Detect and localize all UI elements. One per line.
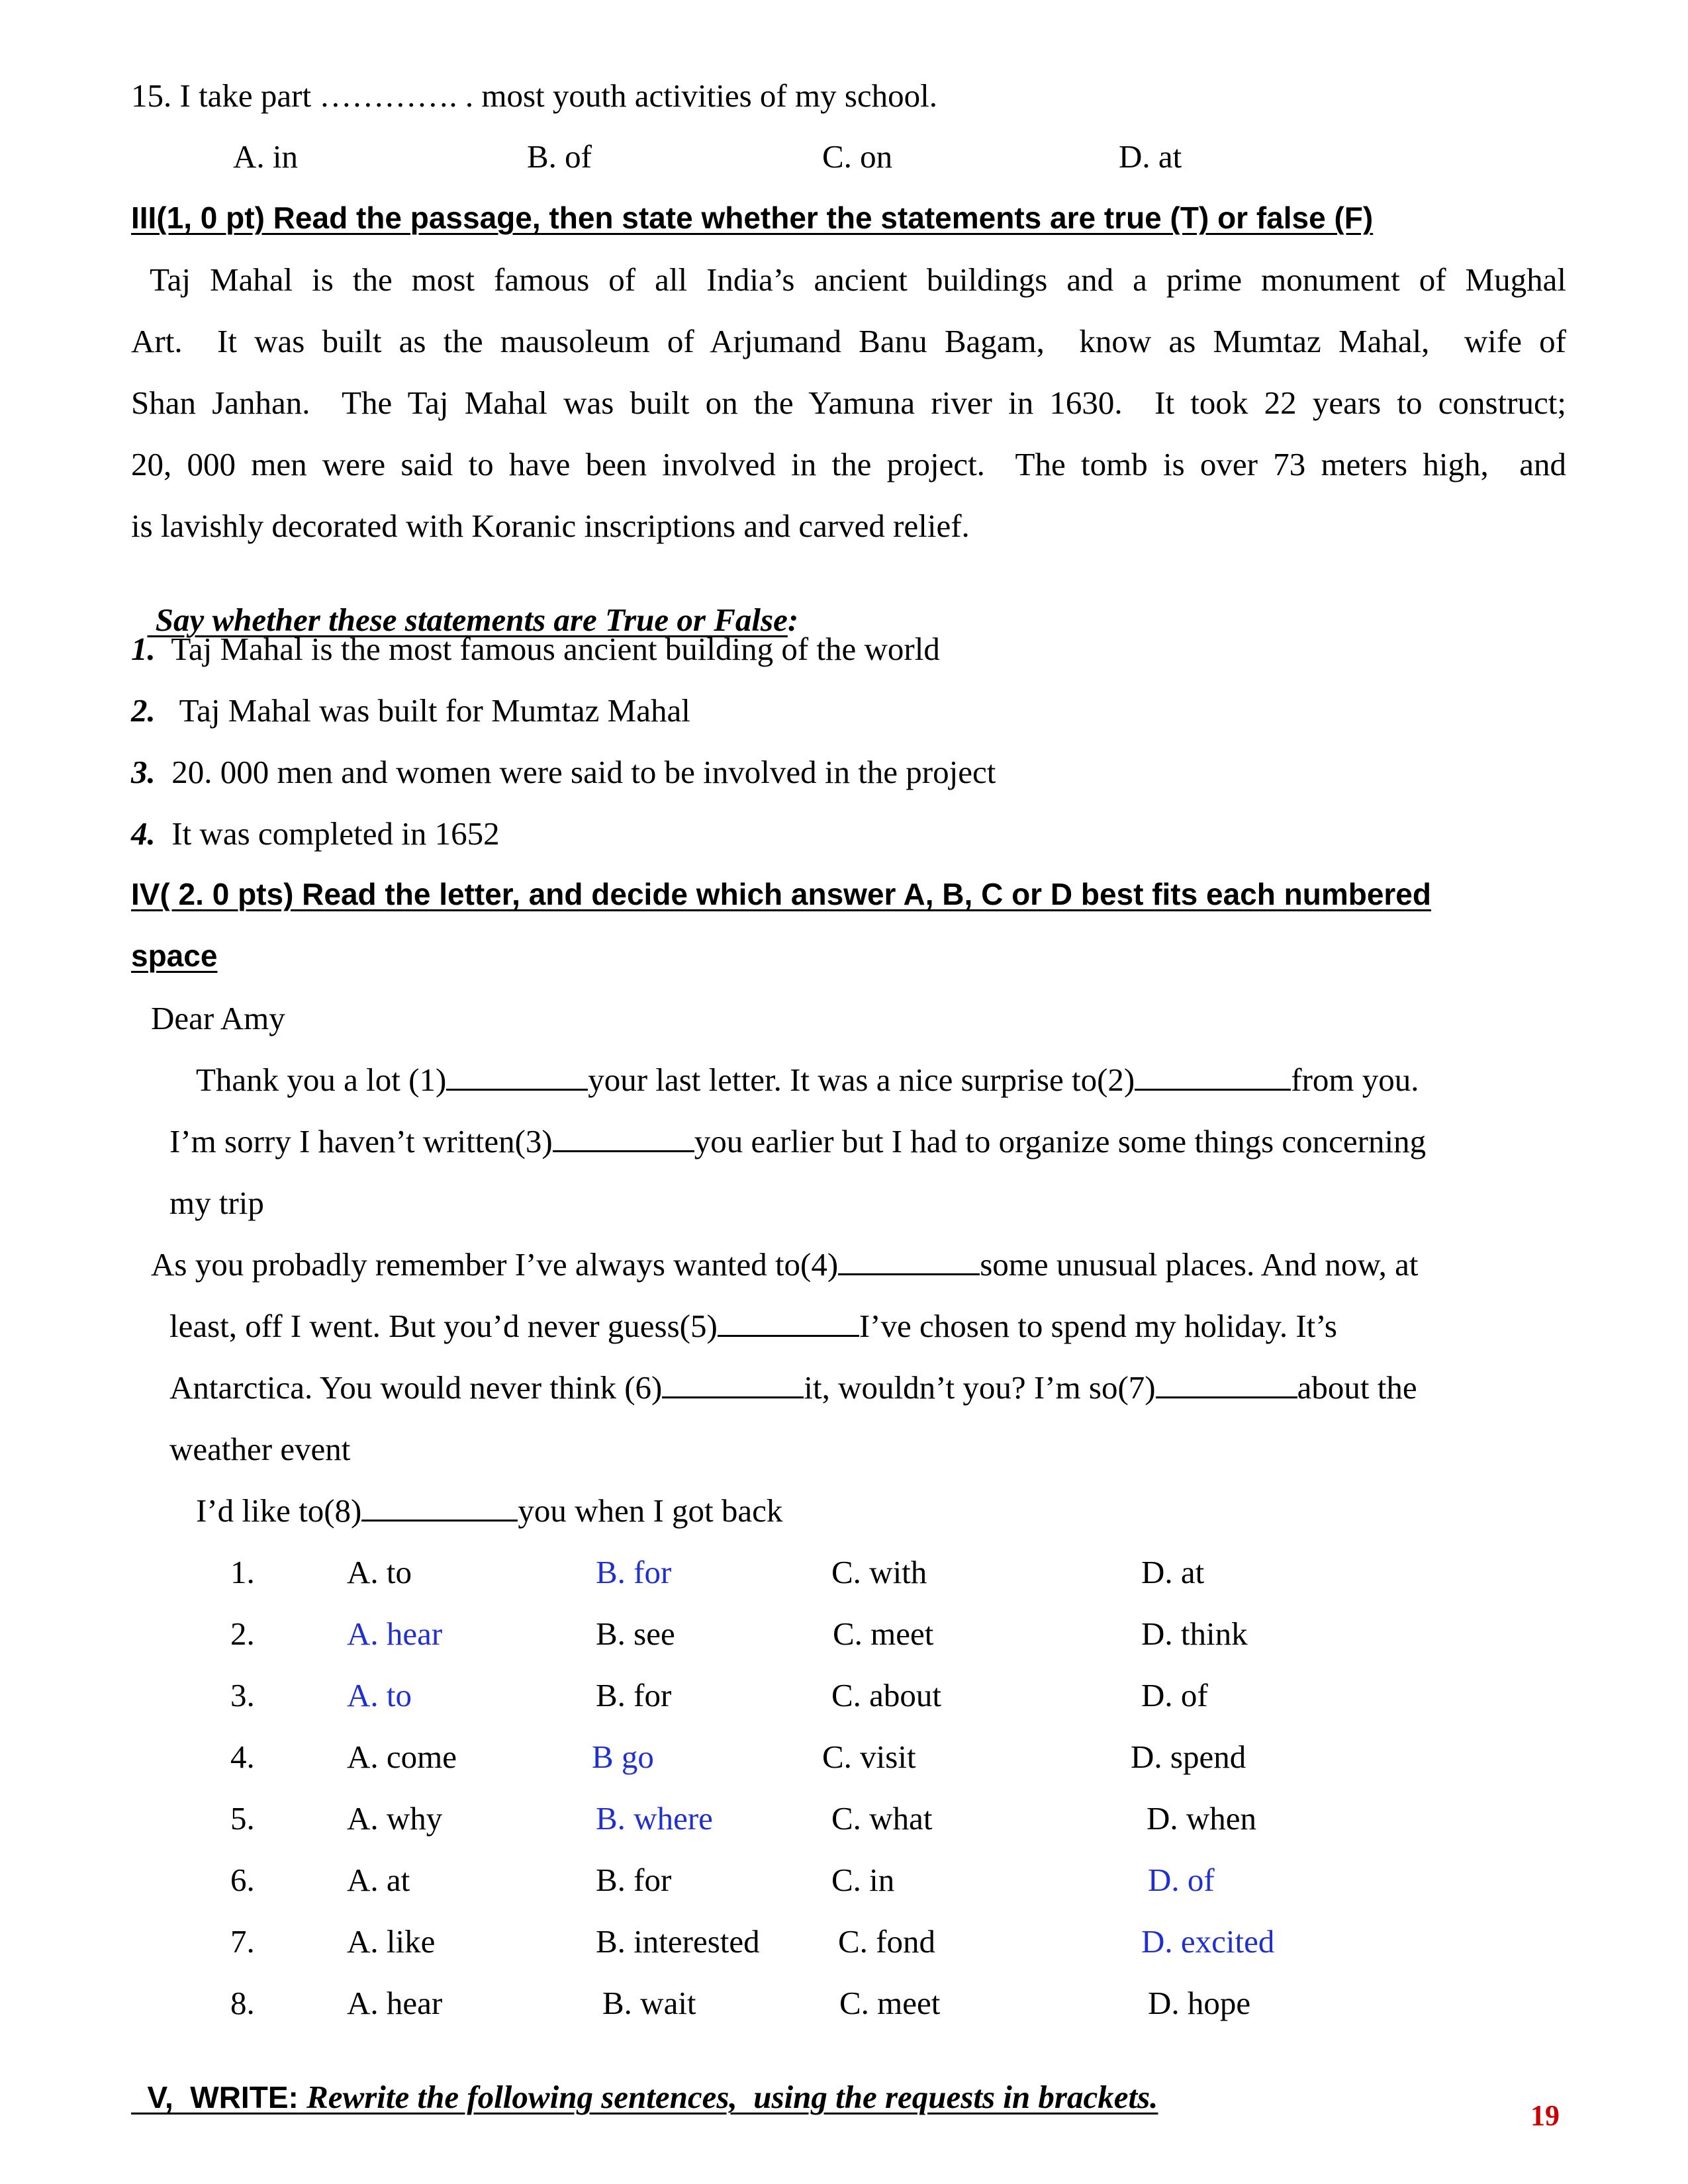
- passage-line-2: Art. It was built as the mausoleum of Arjumand Banu Bagam, know as Mumtaz Mahal, wife of: [131, 323, 1566, 359]
- q15-option-c: C. on: [822, 138, 893, 175]
- answer-option-b-correct: B go: [592, 1739, 654, 1775]
- answer-option-b: B. interested: [596, 1923, 760, 1960]
- answer-option-b-correct: B. for: [596, 1554, 672, 1590]
- answer-option-b: B. for: [596, 1677, 672, 1713]
- q15-option-b: B. of: [527, 138, 592, 175]
- passage-line-3: Shan Janhan. The Taj Mahal was built on the Yamuna river in 1630. It took 22 years to construct;: [131, 385, 1566, 421]
- answer-num: 6.: [230, 1862, 255, 1898]
- answer-option-d: D. hope: [1148, 1985, 1251, 2021]
- answer-option-a: A. like: [347, 1923, 436, 1960]
- answer-num: 7.: [230, 1923, 255, 1960]
- letter-line-3: my trip: [169, 1185, 264, 1221]
- answer-option-d: D. when: [1147, 1800, 1257, 1837]
- tf-instruction: Say whether these statements are True or False:: [147, 602, 799, 638]
- answer-option-b-correct: B. where: [596, 1800, 713, 1837]
- answer-option-c: C. about: [831, 1677, 942, 1713]
- letter-line-8: I’d like to(8) you when I got back: [196, 1492, 783, 1529]
- answer-option-d: D. spend: [1131, 1739, 1246, 1775]
- blank-3: [553, 1150, 694, 1152]
- answer-option-c: C. meet: [839, 1985, 941, 2021]
- answer-option-b: B. for: [596, 1862, 672, 1898]
- answer-option-d: D. at: [1141, 1554, 1205, 1590]
- answer-option-a: A. come: [347, 1739, 457, 1775]
- answer-option-b: B. wait: [602, 1985, 696, 2021]
- passage-line-1: Taj Mahal is the most famous of all India’s ancient buildings and a prime monument of Mughal: [131, 261, 1566, 298]
- answer-option-c: C. with: [831, 1554, 927, 1590]
- answer-num: 5.: [230, 1800, 255, 1837]
- answer-option-d: D. of: [1141, 1677, 1208, 1713]
- answer-option-d: D. think: [1141, 1615, 1248, 1652]
- letter-line-1: Thank you a lot (1) your last letter. It was a nice surprise to(2) from you.: [196, 1062, 1419, 1098]
- answer-option-a: A. to: [347, 1554, 412, 1590]
- answer-num: 2.: [230, 1615, 255, 1652]
- answer-option-a: A. why: [347, 1800, 443, 1837]
- answer-option-a: A. hear: [347, 1985, 443, 2021]
- answer-option-a-correct: A. to: [347, 1677, 412, 1713]
- answer-option-b: B. see: [596, 1615, 675, 1652]
- section4-heading-line2: space: [131, 938, 218, 973]
- letter-line-4: As you probadly remember I’ve always wanted to(4) some unusual places. And now, at: [151, 1246, 1419, 1283]
- letter-line-5: least, off I went. But you’d never guess(5) I’ve chosen to spend my holiday. It’s: [169, 1308, 1337, 1344]
- section5-heading: V, WRITE: Rewrite the following sentences, using the requests in brackets.: [147, 2079, 1158, 2115]
- q15-option-d: D. at: [1119, 138, 1182, 175]
- answer-option-c: C. what: [831, 1800, 933, 1837]
- blank-1: [446, 1088, 588, 1091]
- passage-line-4: 20, 000 men were said to have been involved in the project. The tomb is over 73 meters high, and: [131, 446, 1566, 482]
- letter-line-6: Antarctica. You would never think (6) it, wouldn’t you? I’m so(7) about the: [169, 1369, 1417, 1406]
- statement-2: 2. Taj Mahal was built for Mumtaz Mahal: [131, 692, 690, 729]
- answer-option-d-correct: D. excited: [1141, 1923, 1275, 1960]
- q15-question: 15. I take part …………. . most youth activities of my school.: [131, 77, 938, 114]
- blank-5: [718, 1334, 859, 1337]
- blank-4: [838, 1273, 980, 1275]
- answer-num: 4.: [230, 1739, 255, 1775]
- passage-line-5: is lavishly decorated with Koranic inscriptions and carved relief.: [131, 508, 970, 544]
- letter-salutation: Dear Amy: [151, 1000, 285, 1036]
- answer-option-a-correct: A. hear: [347, 1615, 443, 1652]
- blank-2: [1135, 1088, 1291, 1091]
- answer-option-d-correct: D. of: [1148, 1862, 1215, 1898]
- letter-line-7: weather event: [169, 1431, 351, 1467]
- answer-num: 8.: [230, 1985, 255, 2021]
- blank-7: [1156, 1396, 1297, 1398]
- statement-3: 3. 20. 000 men and women were said to be involved in the project: [131, 754, 996, 790]
- statement-4: 4. It was completed in 1652: [131, 815, 500, 852]
- page-number: 19: [1530, 2099, 1560, 2132]
- answer-num: 1.: [230, 1554, 255, 1590]
- answer-option-c: C. meet: [833, 1615, 934, 1652]
- blank-6: [662, 1396, 804, 1398]
- answer-option-c: C. visit: [822, 1739, 916, 1775]
- q15-option-a: A. in: [233, 138, 298, 175]
- answer-option-c: C. fond: [838, 1923, 935, 1960]
- answer-option-a: A. at: [347, 1862, 410, 1898]
- blank-8: [361, 1519, 518, 1522]
- section4-heading-line1: IV( 2. 0 pts) Read the letter, and decide which answer A, B, C or D best fits each numbered: [131, 877, 1431, 911]
- statement-1: 1. Taj Mahal is the most famous ancient building of the world: [131, 631, 940, 667]
- answer-option-c: C. in: [831, 1862, 895, 1898]
- answer-num: 3.: [230, 1677, 255, 1713]
- letter-line-2: I’m sorry I haven’t written(3) you earlier but I had to organize some things concerning: [169, 1123, 1427, 1160]
- section3-heading: III(1, 0 pt) Read the passage, then state whether the statements are true (T) or false (F): [131, 201, 1374, 235]
